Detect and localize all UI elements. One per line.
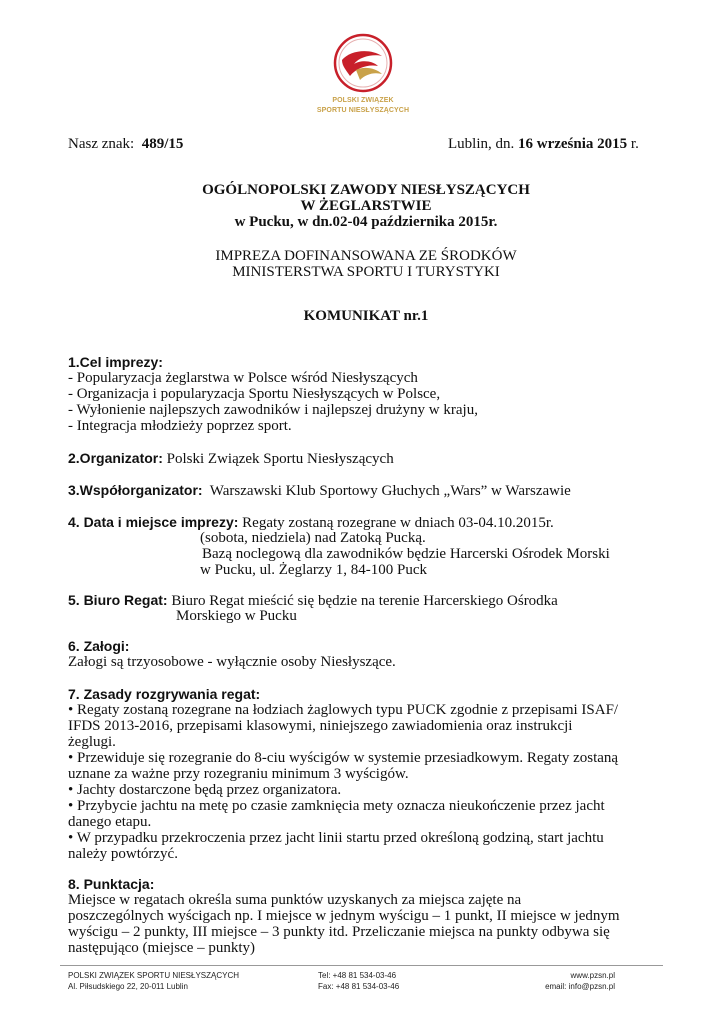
section-5-line: Morskiego w Pucku [176, 608, 297, 624]
section-5-heading: 5. Biuro Regat: [68, 592, 168, 608]
footer-org-name: POLSKI ZWIĄZEK SPORTU NIESŁYSZĄCYCH [68, 971, 239, 980]
title-line-2: W ŻEGLARSTWIE [300, 198, 432, 214]
section-1-heading: 1.Cel imprezy: [68, 354, 163, 370]
footer-divider [60, 965, 663, 966]
section-4-line: Bazą noclegową dla zawodników będzie Harcerski Ośrodek Morski [202, 546, 610, 562]
section-5-line: Biuro Regat mieścić się będzie na terenie Harcerskiego Ośrodka [171, 593, 558, 609]
ref-value: 489/15 [141, 136, 184, 152]
section-2 [68, 450, 394, 467]
section-7-line: żeglugi. [68, 734, 116, 750]
section-6-heading: 6. Załogi: [68, 638, 130, 654]
letter-date [448, 136, 639, 153]
footer-organization [68, 970, 239, 992]
section-7-line: • Jachty dostarczone będą przez organizatora. [68, 782, 342, 798]
section-6-text: Załogi są trzyosobowe - wyłącznie osoby Niesłyszące. [68, 654, 396, 670]
title-line-1: OGÓLNOPOLSKI ZAWODY NIESŁYSZĄCYCH [202, 182, 530, 198]
section-7-line: IFDS 2013-2016, przepisami klasowymi, niniejszego zawiadomienia oraz instrukcji [68, 718, 573, 734]
section-4 [68, 514, 554, 531]
section-7-line: należy powtórzyć. [68, 846, 178, 862]
logo-line-2: SPORTU NIESŁYSZĄCYCH [316, 107, 410, 114]
subsidy-line-1: IMPREZA DOFINANSOWANA ZE ŚRODKÓW [215, 248, 517, 264]
section-1-item: - Integracja młodzieży poprzez sport. [68, 418, 292, 434]
date-prefix: Lublin, dn. [448, 136, 515, 152]
section-7-line: danego etapu. [68, 814, 152, 830]
communique-heading: KOMUNIKAT nr.1 [303, 308, 429, 324]
section-4-line: w Pucku, ul. Żeglarzy 1, 84-100 Puck [200, 562, 428, 578]
reference-number [68, 136, 183, 153]
section-7-line: uznane za ważne przy rozegraniu minimum 3 wyścigów. [68, 766, 409, 782]
pzsn-emblem-icon [320, 30, 406, 96]
section-8-line: następująco (miejsce – punkty) [68, 940, 256, 956]
footer-fax: Fax: +48 81 534-03-46 [318, 982, 400, 991]
logo-caption [300, 96, 426, 116]
footer-address: Al. Piłsudskiego 22, 20-011 Lublin [68, 982, 188, 991]
footer-tel: Tel: +48 81 534-03-46 [318, 971, 397, 980]
section-7-line: • Przybycie jachtu na metę po czasie zamknięcia mety oznacza nieukończenie przez jacht [68, 798, 605, 814]
section-4-heading: 4. Data i miejsce imprezy: [68, 514, 239, 530]
document-title [60, 182, 672, 230]
section-3-heading: 3.Współorganizator: [68, 482, 203, 498]
section-8-line: poszczególnych wyścigach np. I miejsce w jednym wyścigu – 1 punkt, II miejsce w jednym [68, 908, 620, 924]
section-3-text: Warszawski Klub Sportowy Głuchych „Wars” w Warszawie [209, 483, 571, 499]
section-2-heading: 2.Organizator: [68, 450, 163, 466]
section-1-item: - Organizacja i popularyzacja Sportu Niesłyszących w Polsce, [68, 386, 441, 402]
section-8-line: wyścigu – 2 punkty, III miejsce – 3 punkty itd. Przeliczanie miejsca na punkty odbywa się [68, 924, 610, 940]
footer-email-link[interactable]: email: info@pzsn.pl [545, 982, 615, 991]
section-2-text: Polski Związek Sportu Niesłyszących [166, 451, 394, 467]
section-1-item: - Wyłonienie najlepszych zawodników i najlepszej drużyny w kraju, [68, 402, 478, 418]
section-1-item: - Popularyzacja żeglarstwa w Polsce wśród Niesłyszących [68, 370, 418, 386]
logo-line-1: POLSKI ZWIĄZEK [332, 97, 394, 104]
section-7-line: • Przewiduje się rozegranie do 8-ciu wyścigów w systemie przesiadkowym. Regaty zostaną [68, 750, 619, 766]
section-8-heading: 8. Punktacja: [68, 876, 155, 892]
section-7-line: • Regaty zostaną rozegrane na łodziach żaglowych typu PUCK zgodnie z przepisami ISAF/ [68, 702, 619, 718]
date-suffix: r. [630, 136, 639, 152]
section-8-line: Miejsce w regatach określa suma punktów uzyskanych za miejsca zajęte na [68, 892, 522, 908]
section-5 [68, 592, 558, 609]
title-line-3: w Pucku, w dn.02-04 października 2015r. [234, 214, 498, 230]
section-7-line: • W przypadku przekroczenia przez jacht linii startu przed określoną godziną, start jachtu [68, 830, 604, 846]
section-4-line: Regaty zostaną rozegrane w dniach 03-04.10.2015r. [242, 515, 554, 531]
footer-www-link[interactable]: www.pzsn.pl [570, 971, 615, 980]
date-value: 16 września 2015 [518, 136, 628, 152]
subsidy-line-2: MINISTERSTWA SPORTU I TURYSTYKI [232, 264, 500, 280]
footer-contact [520, 970, 615, 992]
ref-label: Nasz znak: [68, 136, 135, 152]
footer-phones [318, 970, 399, 992]
section-4-line: (sobota, niedziela) nad Zatoką Pucką. [200, 530, 426, 546]
section-3 [68, 482, 571, 499]
pzsn-logo [320, 30, 406, 101]
subsidy-notice [60, 248, 672, 280]
section-7-heading: 7. Zasady rozgrywania regat: [68, 686, 261, 702]
